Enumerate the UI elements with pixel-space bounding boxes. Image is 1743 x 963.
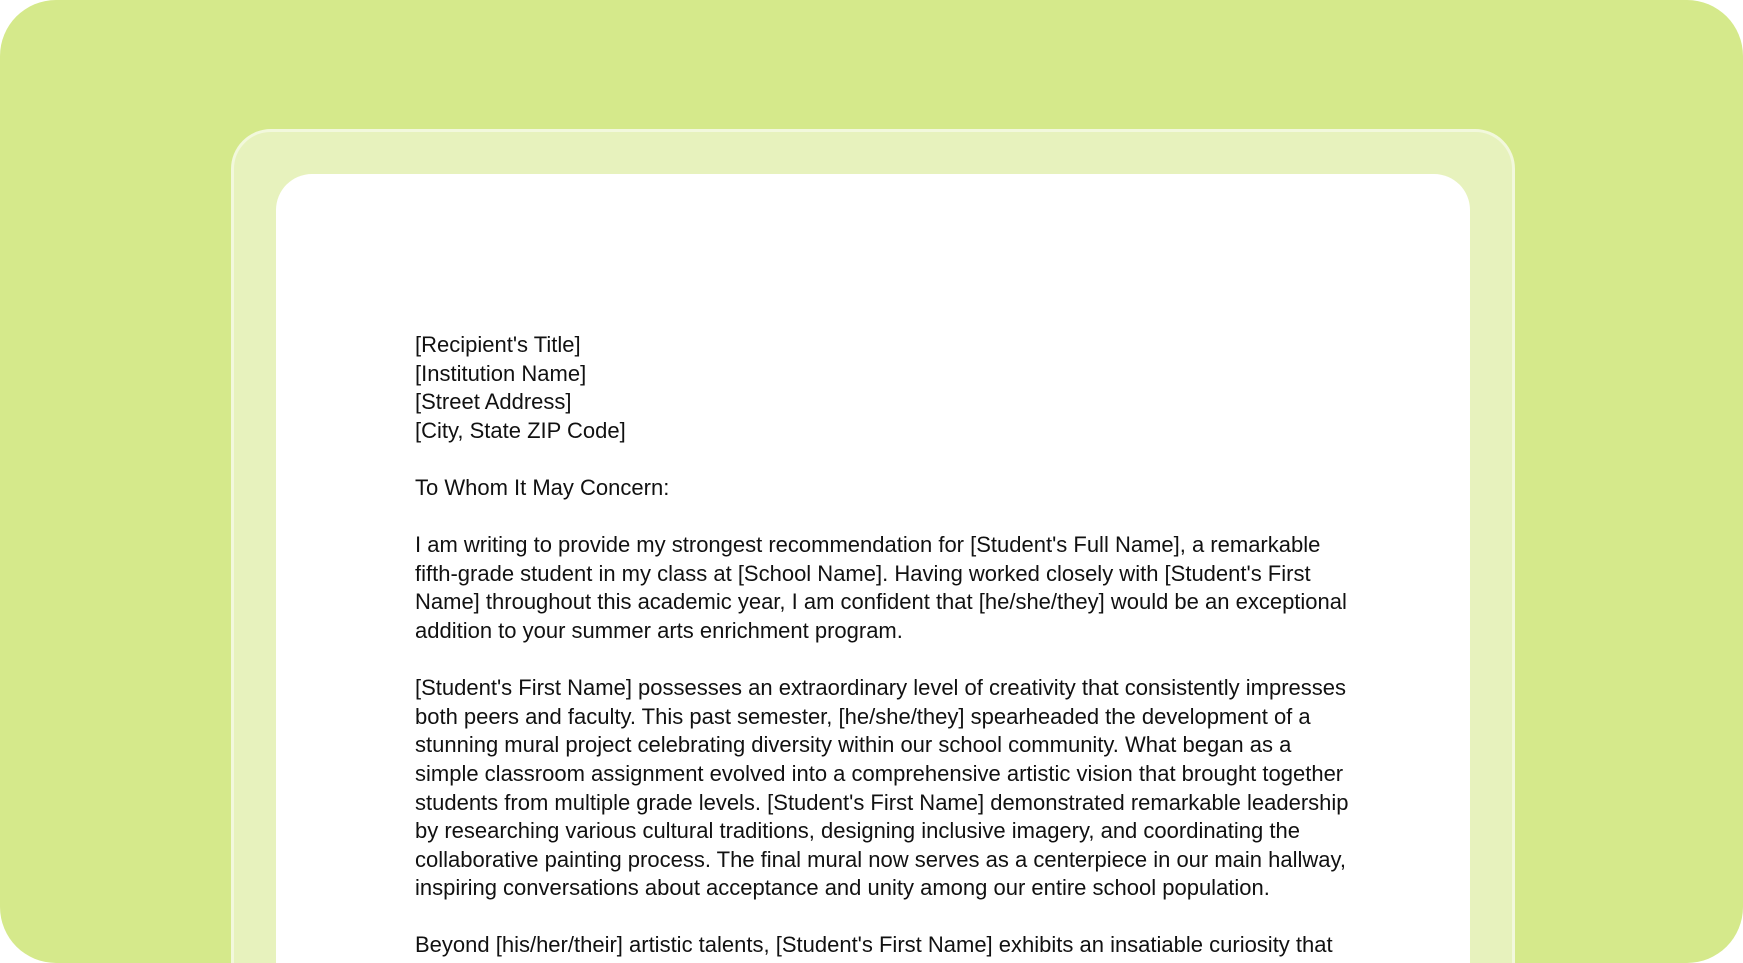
city-state-zip: [City, State ZIP Code]	[415, 417, 626, 443]
paragraph-curiosity: Beyond [his/her/their] artistic talents, [Student's First Name] exhibits an insatiable curiosity that	[415, 932, 1333, 958]
letter-body	[415, 331, 1355, 963]
street-address: [Street Address]	[415, 389, 572, 415]
paragraph-creativity: [Student's First Name] possesses an extraordinary level of creativity that consistently impresses both peers and faculty. This past semester, [he/she/they] spearheaded the development of a stunning mural project celebrating diversity within our school community. What began as a simple classroom assignment evolved into a comprehensive artistic vision that brought together students from multiple grade levels. [Student's First Name] demonstrated remarkable leadership by researching various cultural traditions, designing inclusive imagery, and coordinating the collaborative painting process. The final mural now serves as a centerpiece in our main hallway, inspiring conversations about acceptance and unity among our entire school population.	[415, 675, 1349, 901]
recipient-title: [Recipient's Title]	[415, 332, 581, 357]
salutation: To Whom It May Concern:	[415, 474, 670, 500]
document-page	[276, 174, 1470, 963]
paragraph-intro: I am writing to provide my strongest recommendation for [Student's Full Name], a remarkable fifth-grade student in my class at [School Name]. Having worked closely with [Student's First Name] throughout this academic year, I am confident that [he/she/they] would be an exceptional addition to your summer arts enrichment program.	[415, 532, 1347, 643]
recipient-address-block	[415, 331, 1355, 445]
institution-name: [Institution Name]	[415, 360, 587, 386]
